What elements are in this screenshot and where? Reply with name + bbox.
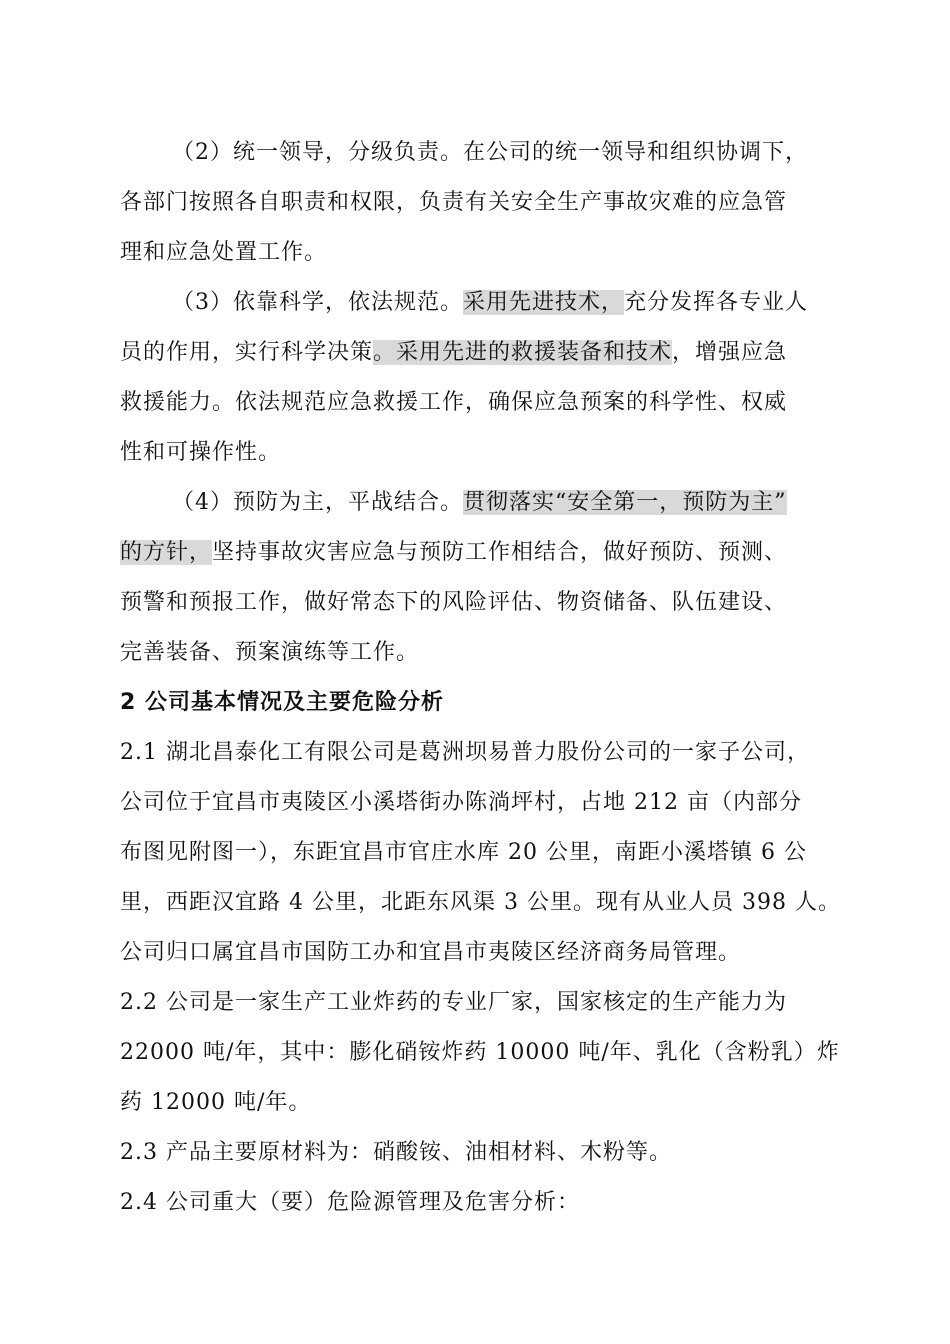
text-span: 2.2 公司是一家生产工业炸药的专业厂家，国家核定的生产能力为 (120, 990, 787, 1015)
document-body (120, 128, 841, 1228)
section-2-heading (120, 678, 832, 728)
text-span: （3）依靠科学，依法规范。 (172, 290, 463, 315)
section-2-2-line-2 (120, 1028, 840, 1078)
text-span: 救援能力。依法规范应急救援工作，确保应急预案的科学性、权威 (120, 390, 788, 415)
section-2-2-line-3 (120, 1078, 832, 1128)
text-span: 药 12000 吨/年。 (120, 1090, 312, 1115)
text-span: 2.3 产品主要原材料为：硝酸铵、油相材料、木粉等。 (120, 1140, 672, 1165)
text-span: 公司位于宜昌市夷陵区小溪塔街办陈淌坪村，占地 212 亩（内部分 (120, 790, 802, 815)
principle-4-line-3 (120, 578, 832, 628)
principle-4-line-4 (120, 628, 832, 678)
section-2-1-line-1 (120, 728, 832, 778)
highlighted-text: 采用先进技术， (463, 290, 625, 315)
section-2-3 (120, 1128, 832, 1178)
principle-4-line-1 (120, 478, 832, 528)
text-span: 22000 吨/年，其中：膨化硝铵炸药 10000 吨/年、乳化（含粉乳）炸 (120, 1040, 840, 1065)
section-2-4 (120, 1178, 832, 1228)
text-span: 2.4 公司重大（要）危险源管理及危害分析： (120, 1190, 580, 1215)
text-span: （4）预防为主，平战结合。 (172, 490, 463, 515)
principle-2-line-1 (120, 128, 832, 178)
principle-3-line-3 (120, 378, 832, 428)
principle-4-line-2 (120, 528, 832, 578)
principle-2-line-3 (120, 228, 832, 278)
highlighted-text: 的方针， (120, 540, 213, 565)
text-span: ，增强应急 (672, 340, 788, 365)
principle-3-line-2 (120, 328, 832, 378)
text-span: 坚持事故灾害应急与预防工作相结合，做好预防、预测、 (212, 540, 788, 565)
highlighted-text: 贯彻落实“安全第一，预防为主” (463, 490, 787, 515)
principle-3-line-4 (120, 428, 832, 478)
text-span: 预警和预报工作，做好常态下的风险评估、物资储备、队伍建设、 (120, 590, 788, 615)
section-2-2-line-1 (120, 978, 832, 1028)
text-span: 完善装备、预案演练等工作。 (120, 640, 420, 665)
text-span: 公司归口属宜昌市国防工办和宜昌市夷陵区经济商务局管理。 (120, 940, 742, 965)
text-span: （2）统一领导，分级负责。在公司的统一领导和组织协调下， (172, 140, 808, 165)
text-span: 员的作用，实行科学决策 (120, 340, 374, 365)
principle-3-line-1 (120, 278, 832, 328)
section-2-1-line-4 (120, 878, 841, 928)
text-span: 理和应急处置工作。 (120, 240, 328, 265)
section-2-1-line-2 (120, 778, 832, 828)
text-span: 性和可操作性。 (120, 440, 282, 465)
principle-2-line-2 (120, 178, 832, 228)
text-span: 各部门按照各自职责和权限，负责有关安全生产事故灾难的应急管 (120, 190, 788, 215)
text-span: 2.1 湖北昌泰化工有限公司是葛洲坝易普力股份公司的一家子公司， (120, 740, 810, 765)
text-span: 布图见附图一），东距宜昌市官庄水库 20 公里，南距小溪塔镇 6 公 (120, 840, 807, 865)
section-2-1-line-5 (120, 928, 832, 978)
heading-text: 2 公司基本情况及主要危险分析 (120, 690, 444, 715)
highlighted-text: 。采用先进的救援装备和技术 (373, 340, 673, 365)
text-span: 充分发挥各专业人 (624, 290, 809, 315)
text-span: 里，西距汉宜路 4 公里，北距东风渠 3 公里。现有从业人员 398 人。 (120, 890, 841, 915)
section-2-1-line-3 (120, 828, 832, 878)
